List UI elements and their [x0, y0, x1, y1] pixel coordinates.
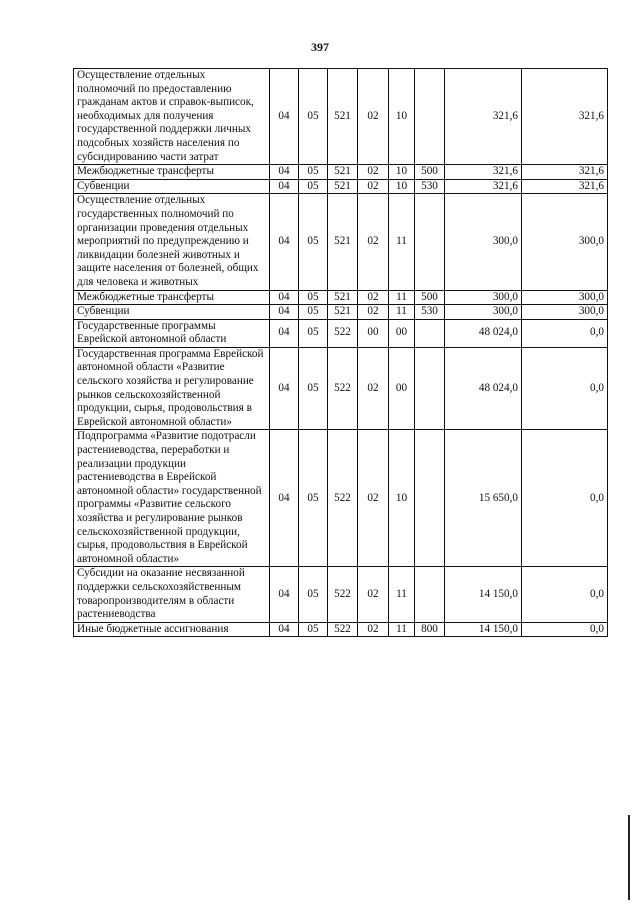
- cell-name: Субвенции: [74, 179, 270, 194]
- cell-target-article-3: 10: [389, 430, 415, 567]
- cell-section: 04: [270, 194, 299, 290]
- table-row: [74, 305, 608, 320]
- cell-expense-type: [415, 69, 445, 165]
- cell-target-article-3: 00: [389, 347, 415, 430]
- cell-amount-1: 48 024,0: [445, 347, 522, 430]
- cell-amount-1: 321,6: [445, 69, 522, 165]
- cell-expense-type: 800: [415, 622, 445, 637]
- cell-amount-1: 321,6: [445, 179, 522, 194]
- cell-target-article-3: 10: [389, 165, 415, 180]
- cell-name: Осуществление отдельных государственных полномочий по организации проведения отдельных мероприятий по предупреждению и ликвидации болезней животных и защите населения от болезней, общих для человека и животных: [74, 194, 270, 290]
- cell-target-article-3: 10: [389, 179, 415, 194]
- cell-amount-2: 321,6: [522, 69, 608, 165]
- cell-amount-2: 321,6: [522, 165, 608, 180]
- table-row: [74, 290, 608, 305]
- cell-subsection: 05: [299, 194, 328, 290]
- cell-subsection: 05: [299, 430, 328, 567]
- cell-name: Государственные программы Еврейской автономной области: [74, 319, 270, 347]
- cell-target-article-1: 522: [328, 567, 358, 622]
- cell-expense-type: [415, 567, 445, 622]
- table-row: [74, 165, 608, 180]
- cell-amount-1: 48 024,0: [445, 319, 522, 347]
- cell-amount-1: 15 650,0: [445, 430, 522, 567]
- cell-amount-2: 0,0: [522, 319, 608, 347]
- cell-target-article-2: 02: [358, 622, 389, 637]
- cell-target-article-1: 522: [328, 319, 358, 347]
- cell-subsection: 05: [299, 290, 328, 305]
- cell-section: 04: [270, 290, 299, 305]
- cell-subsection: 05: [299, 69, 328, 165]
- cell-amount-2: 0,0: [522, 622, 608, 637]
- cell-expense-type: 500: [415, 165, 445, 180]
- cell-section: 04: [270, 69, 299, 165]
- cell-expense-type: 530: [415, 305, 445, 320]
- cell-section: 04: [270, 430, 299, 567]
- cell-expense-type: [415, 194, 445, 290]
- cell-name: Осуществление отдельных полномочий по предоставлению гражданам актов и справок-выписок, необходимых для получения государственной поддержки личных подсобных хозяйств населения по субсидированию части затрат: [74, 69, 270, 165]
- cell-target-article-1: 522: [328, 347, 358, 430]
- cell-target-article-3: 11: [389, 622, 415, 637]
- cell-subsection: 05: [299, 305, 328, 320]
- cell-subsection: 05: [299, 622, 328, 637]
- cell-amount-1: 300,0: [445, 194, 522, 290]
- table-row: [74, 567, 608, 622]
- cell-subsection: 05: [299, 567, 328, 622]
- cell-expense-type: [415, 347, 445, 430]
- cell-target-article-2: 02: [358, 567, 389, 622]
- cell-target-article-2: 02: [358, 165, 389, 180]
- cell-subsection: 05: [299, 347, 328, 430]
- cell-target-article-2: 02: [358, 305, 389, 320]
- table-row: [74, 194, 608, 290]
- cell-target-article-1: 521: [328, 194, 358, 290]
- cell-expense-type: [415, 430, 445, 567]
- cell-subsection: 05: [299, 319, 328, 347]
- cell-target-article-2: 02: [358, 179, 389, 194]
- cell-amount-1: 321,6: [445, 165, 522, 180]
- table-body: [74, 69, 608, 637]
- cell-name: Государственная программа Еврейской автономной области «Развитие сельского хозяйства и регулирование рынков сельскохозяйственной продукции, сырья, продовольствия в Еврейской автономной области»: [74, 347, 270, 430]
- cell-section: 04: [270, 622, 299, 637]
- cell-expense-type: 530: [415, 179, 445, 194]
- cell-target-article-1: 521: [328, 165, 358, 180]
- cell-amount-1: 14 150,0: [445, 567, 522, 622]
- cell-subsection: 05: [299, 179, 328, 194]
- cell-amount-2: 0,0: [522, 567, 608, 622]
- cell-amount-2: 300,0: [522, 305, 608, 320]
- cell-section: 04: [270, 347, 299, 430]
- scan-edge-mark: [628, 815, 630, 900]
- cell-name: Иные бюджетные ассигнования: [74, 622, 270, 637]
- budget-table: [73, 68, 608, 637]
- cell-amount-2: 0,0: [522, 430, 608, 567]
- table-row: [74, 347, 608, 430]
- cell-section: 04: [270, 165, 299, 180]
- cell-target-article-2: 02: [358, 347, 389, 430]
- cell-target-article-3: 11: [389, 194, 415, 290]
- cell-target-article-2: 00: [358, 319, 389, 347]
- table-row: [74, 430, 608, 567]
- cell-expense-type: 500: [415, 290, 445, 305]
- cell-name: Межбюджетные трансферты: [74, 165, 270, 180]
- cell-target-article-2: 02: [358, 69, 389, 165]
- cell-name: Подпрограмма «Развитие подотрасли растениеводства, переработки и реализации продукции растениеводства в Еврейской автономной области» государственной программы «Развитие сельского хозяйства и регулирование рынков сельскохозяйственной продукции, сырья, продовольствия в Еврейской автономной области»: [74, 430, 270, 567]
- cell-target-article-3: 11: [389, 305, 415, 320]
- cell-target-article-2: 02: [358, 194, 389, 290]
- cell-name: Межбюджетные трансферты: [74, 290, 270, 305]
- table-row: [74, 622, 608, 637]
- cell-target-article-3: 11: [389, 567, 415, 622]
- table-row: [74, 319, 608, 347]
- cell-section: 04: [270, 319, 299, 347]
- cell-target-article-3: 10: [389, 69, 415, 165]
- cell-amount-2: 300,0: [522, 194, 608, 290]
- cell-target-article-2: 02: [358, 290, 389, 305]
- cell-amount-1: 300,0: [445, 290, 522, 305]
- table-row: [74, 179, 608, 194]
- cell-amount-2: 321,6: [522, 179, 608, 194]
- cell-target-article-1: 521: [328, 305, 358, 320]
- cell-section: 04: [270, 567, 299, 622]
- cell-section: 04: [270, 305, 299, 320]
- cell-name: Субвенции: [74, 305, 270, 320]
- cell-subsection: 05: [299, 165, 328, 180]
- cell-target-article-1: 521: [328, 69, 358, 165]
- cell-section: 04: [270, 179, 299, 194]
- cell-target-article-1: 521: [328, 290, 358, 305]
- cell-target-article-2: 02: [358, 430, 389, 567]
- cell-amount-1: 300,0: [445, 305, 522, 320]
- cell-amount-2: 300,0: [522, 290, 608, 305]
- cell-target-article-1: 521: [328, 179, 358, 194]
- cell-amount-1: 14 150,0: [445, 622, 522, 637]
- cell-name: Субсидии на оказание несвязанной поддержки сельскохозяйственным товаропроизводителям в области растениеводства: [74, 567, 270, 622]
- cell-target-article-1: 522: [328, 430, 358, 567]
- cell-target-article-1: 522: [328, 622, 358, 637]
- table-row: [74, 69, 608, 165]
- cell-expense-type: [415, 319, 445, 347]
- cell-target-article-3: 00: [389, 319, 415, 347]
- cell-amount-2: 0,0: [522, 347, 608, 430]
- cell-target-article-3: 11: [389, 290, 415, 305]
- page-number: 397: [311, 40, 329, 54]
